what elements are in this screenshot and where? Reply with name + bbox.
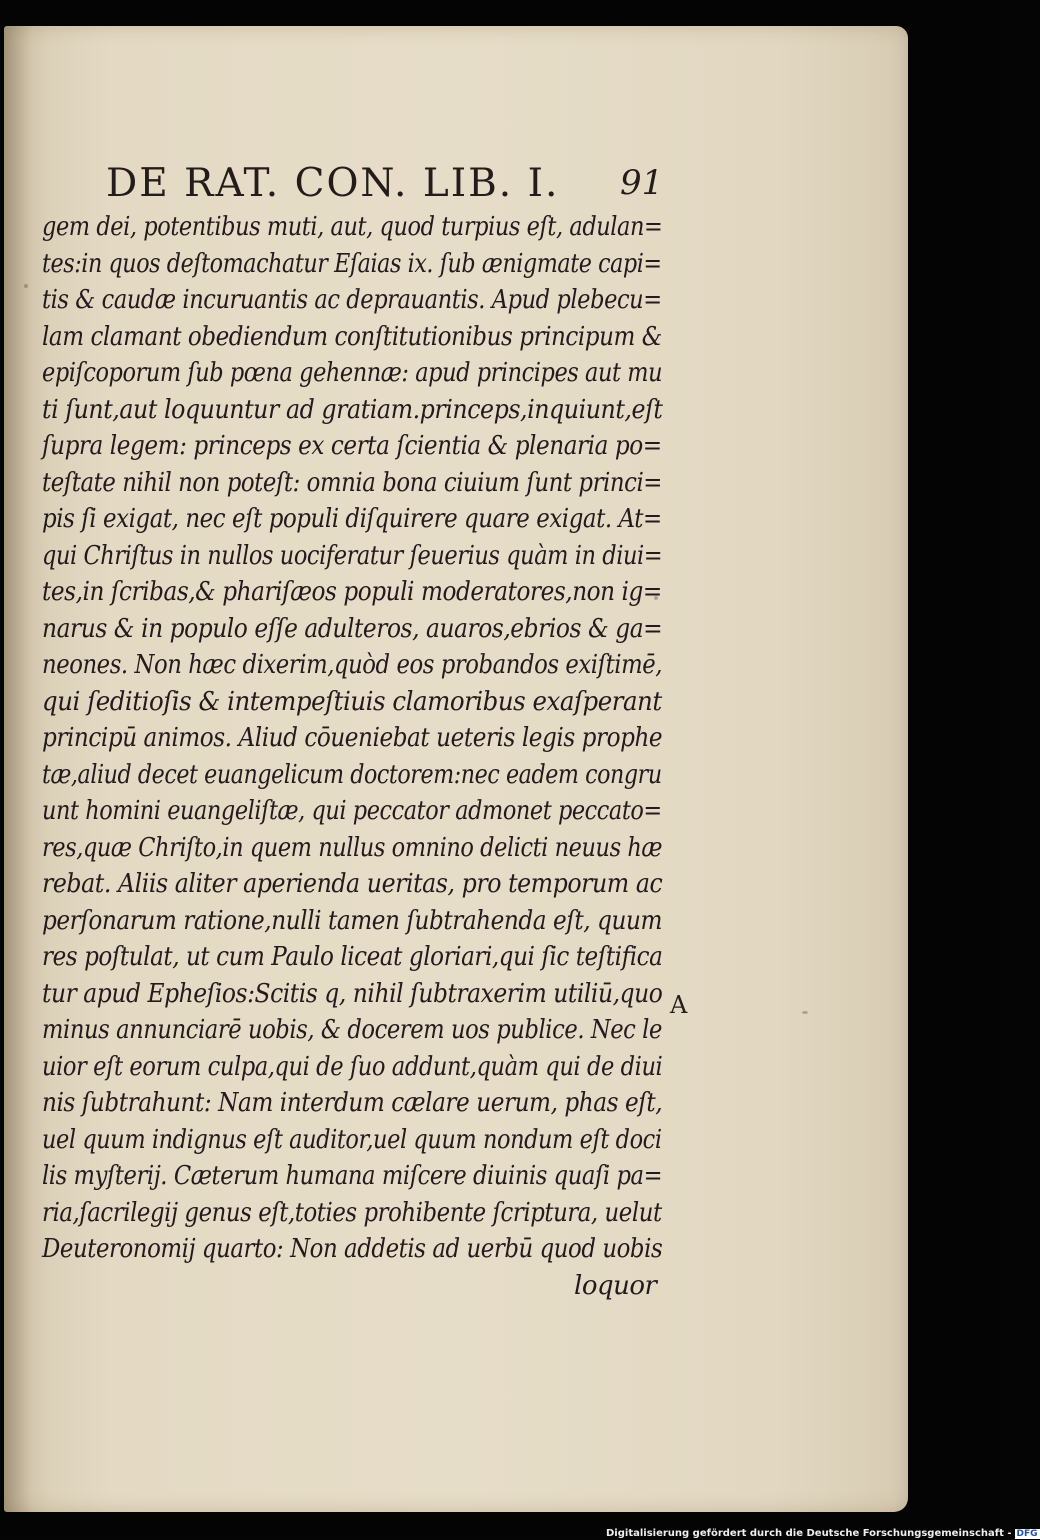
text-line: rebat. Aliis aliter aperienda ueritas, pro temporum ac (42, 869, 663, 899)
credit-text: Digitalisierung gefördert durch die Deutsche Forschungsgemeinschaft - (606, 1528, 1012, 1539)
text-line: tis & caudæ incuruantis ac deprauantis. Apud plebecu= (42, 285, 662, 315)
text-line: tur apud Epheſios:Scitis q, nihil ſubtraxerim utiliū,quo (42, 978, 663, 1009)
text-line: qui ſeditioſis & intempeſtiuis clamoribus exaſperant (42, 686, 662, 717)
book-page (4, 26, 908, 1512)
text-line: nis ſubtrahunt: Nam interdum cælare uerum, phas eſt, (42, 1088, 663, 1118)
text-line: narus & in populo eſſe adulteros, auaros,ebrios & ga= (42, 613, 663, 644)
running-head-title: DE RAT. CON. LIB. I. (106, 161, 560, 206)
text-line: ſupra legem: princeps ex certa ſcientia & plenaria po= (42, 431, 662, 461)
text-line: qui Chriſtus in nullos uociferatur ſeuerius quàm in diui= (42, 540, 663, 571)
digitization-credit (606, 1528, 1038, 1540)
text-line: res,quæ Chriſto,in quem nullus omnino delicti neuus hæ (42, 832, 663, 863)
running-head (106, 134, 666, 204)
text-line: ti ſunt,aut loquuntur ad gratiam.princeps,inquiunt,eſt (42, 394, 663, 425)
paper-spot (802, 1011, 808, 1014)
text-line: lam clamant obediendum conſtitutionibus principum & (42, 321, 662, 352)
text-line: tes,in ſcribas,& phariſæos populi moderatores,non ig= (42, 577, 662, 607)
text-line: Deuteronomij quarto: Non addetis ad uerbū quod uobis (42, 1234, 663, 1264)
dfg-logo: DFG (1016, 1529, 1038, 1539)
text-line: minus annunciarē uobis, & docerem uos publice. Nec le (42, 1015, 662, 1045)
text-line: tes:in quos deſtomachatur Eſaias ix. ſub ænigmate capi= (42, 248, 662, 279)
text-line: tæ,aliud decet euangelicum doctorem:nec eadem congru (42, 759, 662, 790)
text-line: res poſtulat, ut cum Paulo liceat gloriari,qui ſic teſtifica (42, 942, 663, 972)
paper-spot (654, 596, 658, 600)
page-gutter-shadow (4, 26, 32, 1512)
text-line: perſonarum ratione,nulli tamen ſubtrahenda eſt, quum (42, 905, 662, 936)
text-line: uior eſt eorum culpa,qui de ſuo addunt,quàm qui de diui (42, 1051, 663, 1082)
margin-letter: A (670, 991, 688, 1019)
text-line: ria,ſacrilegij genus eſt,toties prohibente ſcriptura, uelut (42, 1197, 662, 1228)
text-line: epiſcoporum ſub pœna gehennæ: apud principes aut mu (42, 358, 663, 388)
text-line: gem dei, potentibus muti, aut, quod turpius eſt, adulan= (42, 212, 663, 242)
paper-spot (24, 284, 28, 288)
text-line: pis ſi exigat, nec eſt populi diſquirere quare exigat. At= (42, 504, 662, 534)
text-line: neones. Non hæc dixerim,quòd eos probandos exiſtimē, (42, 650, 663, 680)
text-line: principū animos. Aliud cōueniebat ueteris legis prophe (42, 723, 663, 753)
body-text (42, 209, 662, 1304)
page-number: 91 (620, 163, 664, 203)
text-line: uel quum indignus eſt auditor,uel quum nondum eſt doci (42, 1124, 662, 1155)
catchword: loquor (574, 1270, 657, 1301)
text-line: unt homini euangeliſtæ, qui peccator admonet peccato= (42, 796, 662, 826)
text-line: teſtate nihil non poteſt: omnia bona ciuium ſunt princi= (42, 467, 662, 498)
text-line: lis myſterij. Cæterum humana miſcere diuinis quaſi pa= (42, 1161, 663, 1191)
